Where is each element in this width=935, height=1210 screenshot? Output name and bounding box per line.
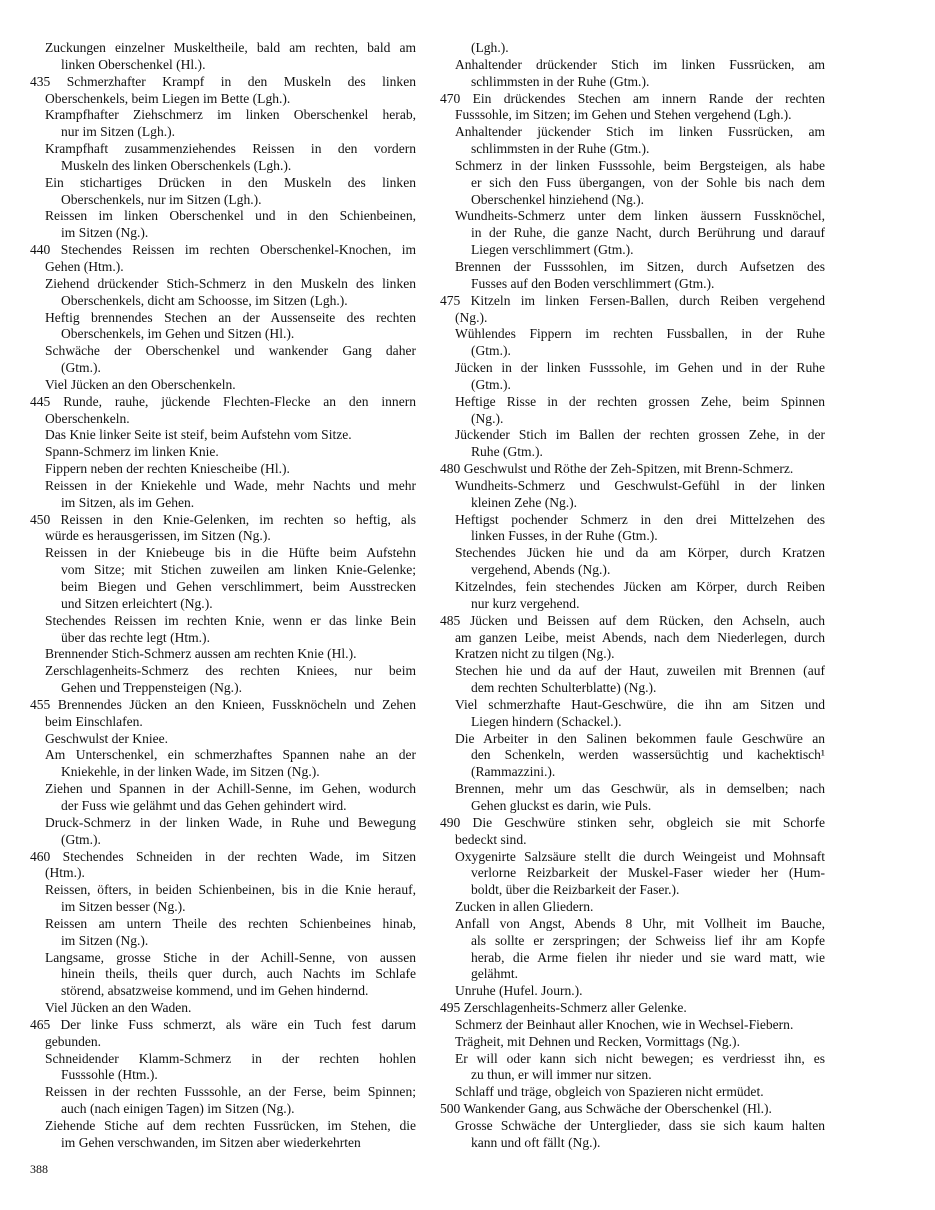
entry xyxy=(30,545,416,612)
entry xyxy=(30,74,416,108)
entry xyxy=(440,360,825,394)
entry-line: Reissen in der rechten Fusssohle, an der Ferse, beim Spinnen; xyxy=(45,1084,416,1100)
entry xyxy=(30,1051,416,1085)
entry-line: Oberschenkels, dicht am Schoosse, im Sitzen (Lgh.). xyxy=(61,292,348,308)
entry-line: 470 Ein drückendes Stechen am innern Rande der rechten xyxy=(440,90,825,106)
entry xyxy=(30,849,416,883)
entry-line: kann und oft fällt (Ng.). xyxy=(471,1134,601,1150)
entry-line: der Fuss wie gelähmt und das Gehen gehindert wird. xyxy=(61,797,347,813)
entry-line: beim Biegen und Gehen verschlimmert, beim Ausstrecken xyxy=(61,579,416,594)
entry-line: Wühlendes Fippern im rechten Fussballen, in der Ruhe xyxy=(455,326,825,342)
entry-line: Viel schmerzhafte Haut-Geschwüre, die ihn am Sitzen und xyxy=(455,696,825,712)
entry-line: Anhaltender drückender Stich im linken Fussrücken, am xyxy=(455,56,825,72)
entry-line: Spann-Schmerz im linken Knie. xyxy=(45,444,219,460)
entry-line: Jückender Stich im Ballen der rechten grossen Zehe, in der xyxy=(455,427,825,443)
entry-line: 445 Runde, rauhe, jückende Flechten-Flecke an den innern xyxy=(30,393,416,409)
entry-line: 465 Der linke Fuss schmerzt, als wäre ein Tuch fest darum xyxy=(30,1016,416,1032)
entry-line: Am Unterschenkel, ein schmerzhaftes Spannen nahe an der xyxy=(45,747,416,763)
entry-line: Reissen in der Kniekehle und Wade, mehr Nachts und mehr xyxy=(45,477,416,493)
entry-line: Kitzelndes, fein stechendes Jücken am Körper, durch Reiben xyxy=(455,579,825,594)
entry xyxy=(440,545,825,579)
entry-line: vom Sitze; mit Stichen zuweilen am linken Knie-Gelenke; xyxy=(61,562,416,578)
entry-line: Anhaltender jückender Stich im linken Fussrücken, am xyxy=(455,124,825,140)
entry-line: Geschwulst der Kniee. xyxy=(45,730,169,746)
entry xyxy=(30,461,416,478)
entry xyxy=(30,377,416,394)
entry-line: Ruhe (Gtm.). xyxy=(471,444,543,460)
entry-line: Liegen verschlimmert (Gtm.). xyxy=(471,242,634,258)
entry-line: 455 Brennendes Jücken an den Knieen, Fussknöcheln und Zehen xyxy=(30,696,416,712)
entry-line: Wundheits-Schmerz unter dem linken äussern Fussknöchel, xyxy=(455,208,825,224)
entry xyxy=(440,579,825,613)
entry-line: zu thun, er will immer nur sitzen. xyxy=(471,1067,652,1083)
entry xyxy=(30,427,416,444)
entry-line: Kratzen nicht zu tilgen (Ng.). xyxy=(455,646,615,662)
entry xyxy=(30,242,416,276)
entry xyxy=(30,697,416,731)
entry-line: schlimmsten in der Ruhe (Gtm.). xyxy=(471,141,650,157)
entry xyxy=(440,1000,825,1017)
entry-line: Fusssohle (Htm.). xyxy=(61,1067,158,1083)
entry xyxy=(440,781,825,815)
entry-line: Fusssohle, im Sitzen; im Gehen und Stehen vergehend (Lgh.). xyxy=(455,107,792,123)
entry-line: (Rammazzini.). xyxy=(471,764,556,780)
entry-line: Zerschlagenheits-Schmerz des rechten Kniees, nur beim xyxy=(45,663,416,679)
entry xyxy=(440,326,825,360)
entry-line: 440 Stechendes Reissen im rechten Oberschenkel-Knochen, im xyxy=(30,242,416,258)
entry xyxy=(440,983,825,1000)
entry xyxy=(440,512,825,546)
entry xyxy=(440,427,825,461)
entry-line: Gehen (Htm.). xyxy=(45,258,124,274)
entry xyxy=(440,613,825,664)
entry-line: herab, die Arme fielen ihr nieder und sie ward matt, wie xyxy=(471,949,825,965)
entry-line: 485 Jücken und Beissen auf dem Rücken, den Achseln, auch xyxy=(440,612,825,628)
entry-line: nur kurz vergehend. xyxy=(471,595,580,611)
entry xyxy=(440,91,825,125)
entry-line: schlimmsten in der Ruhe (Gtm.). xyxy=(471,73,650,89)
entry-line: im Sitzen besser (Ng.). xyxy=(61,899,186,915)
entry-line: störend, absatzweise kommend, und im Gehen hindernd. xyxy=(61,983,369,999)
entry xyxy=(440,124,825,158)
entry xyxy=(30,444,416,461)
entry-line: Ziehende Stiche auf dem rechten Fussrücken, im Stehen, die xyxy=(45,1118,416,1133)
entry xyxy=(440,208,825,259)
entry xyxy=(30,815,416,849)
entry xyxy=(440,394,825,428)
entry-line: 450 Reissen in den Knie-Gelenken, im rechten so heftig, als xyxy=(30,511,416,527)
entry xyxy=(30,916,416,950)
entry-line: Anfall von Angst, Abends 8 Uhr, mit Vollheit im Bauche, xyxy=(455,915,825,931)
entry-line: würde es herausgerissen, im Sitzen (Ng.). xyxy=(45,528,271,544)
entry xyxy=(30,1084,416,1118)
entry-line: 475 Kitzeln im linken Fersen-Ballen, durch Reiben vergehend xyxy=(440,292,825,308)
entry xyxy=(30,310,416,344)
entry-line: Jücken in der linken Fusssohle, im Gehen und in der Ruhe xyxy=(455,360,825,376)
entry-line: linken Oberschenkel (Hl.). xyxy=(61,56,206,72)
entry-line: Fippern neben der rechten Kniescheibe (Hl.). xyxy=(45,461,290,477)
entry xyxy=(440,1118,825,1152)
entry-line: dem rechten Schulterblatte) (Ng.). xyxy=(471,680,657,696)
entry-line: und Sitzen erleichtert (Ng.). xyxy=(61,595,213,611)
entry-line: Viel Jücken an den Waden. xyxy=(45,1000,192,1016)
entry-line: den Schenkeln, werden wassersüchtig und kachektisch¹ xyxy=(471,747,825,763)
entry-line: Fusses auf den Boden verschlimmert (Gtm.). xyxy=(471,275,715,291)
entry-line: Schmerz in der linken Fusssohle, beim Bergsteigen, als habe xyxy=(455,157,825,173)
entry-line: Reissen, öfters, in beiden Schienbeinen, bis in die Knie herauf, xyxy=(45,882,416,898)
entry xyxy=(440,815,825,849)
entry-line: 490 Die Geschwüre stinken sehr, obgleich sie mit Schorfe xyxy=(440,814,825,830)
entry-line: (Ng.). xyxy=(455,309,488,325)
entry-line: er sich den Fuss übergangen, von der Sohle bis nach dem xyxy=(471,174,825,190)
entry-line: Liegen hindern (Schackel.). xyxy=(471,713,622,729)
entry-line: Die Arbeiter in den Salinen bekommen faule Geschwüre an xyxy=(455,730,825,746)
entry-line: im Sitzen (Ng.). xyxy=(61,932,149,948)
entry-line: hinein theils, theils quer durch, auch Nachts im Schlafe xyxy=(61,966,416,982)
entry-line: 500 Wankender Gang, aus Schwäche der Oberschenkel (Hl.). xyxy=(440,1101,772,1117)
entry xyxy=(440,1084,825,1101)
entry-line: Viel Jücken an den Oberschenkeln. xyxy=(45,376,236,392)
entry-line: (Lgh.). xyxy=(471,40,509,55)
entry-line: im Sitzen, als im Gehen. xyxy=(61,494,195,510)
entry-line: Brennen, mehr um das Geschwür, als in demselben; nach xyxy=(455,781,825,797)
entry xyxy=(30,512,416,546)
entry xyxy=(30,747,416,781)
entry xyxy=(440,916,825,983)
entry xyxy=(30,1017,416,1051)
entry-line: Zucken in allen Gliedern. xyxy=(455,899,594,915)
entry-line: Kniekehle, in der linken Wade, im Sitzen (Ng.). xyxy=(61,764,320,780)
entry-line: Unruhe (Hufel. Journ.). xyxy=(455,983,583,999)
entry-line: Schwäche der Oberschenkel und wankender Gang daher xyxy=(45,343,416,359)
entry-line: Das Knie linker Seite ist steif, beim Aufstehn vom Sitze. xyxy=(45,427,352,443)
entry-line: 460 Stechendes Schneiden in der rechten Wade, im Sitzen xyxy=(30,848,416,864)
entry-line: in der Ruhe, die ganze Nacht, durch Berührung und darauf xyxy=(471,225,825,241)
entry-line: Oberschenkel hinziehend (Ng.). xyxy=(471,191,645,207)
entry xyxy=(30,663,416,697)
entry-line: auch (nach einigen Tagen) im Sitzen (Ng.). xyxy=(61,1101,295,1117)
entry-line: Gehen gluckst es darin, wie Puls. xyxy=(471,797,652,813)
entry xyxy=(440,697,825,731)
entry xyxy=(440,478,825,512)
entry-line: (Gtm.). xyxy=(61,360,101,376)
entry xyxy=(30,882,416,916)
entry-line: Wundheits-Schmerz und Geschwulst-Gefühl in der linken xyxy=(455,477,825,493)
entry-line: Heftige Risse in der rechten grossen Zehe, beim Spinnen xyxy=(455,393,825,409)
entry-line: Oberschenkels, beim Liegen im Bette (Lgh.). xyxy=(45,90,291,106)
entry-line: Oberschenkels, im Gehen und Sitzen (Hl.). xyxy=(61,326,295,342)
entry-line: Druck-Schmerz in der linken Wade, in Ruhe und Bewegung xyxy=(45,814,416,830)
entry-line: 495 Zerschlagenheits-Schmerz aller Gelenke. xyxy=(440,1000,687,1016)
entry-line: Stechen hie und da auf der Haut, zuweilen mit Brennen (auf xyxy=(455,663,825,679)
entry-line: Ein stichartiges Drücken in den Muskeln des linken xyxy=(45,174,416,190)
entry-line: im Gehen verschwanden, im Sitzen aber wiederkehrten xyxy=(61,1134,361,1150)
entry xyxy=(30,1000,416,1017)
entry-line: boldt, über die Reizbarkeit der Faser.). xyxy=(471,882,680,898)
entry-line: als sollte er zerspringen; der Schweiss lief ihr am Kopfe xyxy=(471,932,825,948)
entry-line: beim Einschlafen. xyxy=(45,713,143,729)
entry xyxy=(440,158,825,209)
entry-line: Ziehend drückender Stich-Schmerz in den Muskeln des linken xyxy=(45,275,416,291)
entry xyxy=(30,781,416,815)
entry xyxy=(440,259,825,293)
entry-line: Reissen am untern Theile des rechten Schienbeines hinab, xyxy=(45,915,416,931)
entry-line: Krampfhaft zusammenziehendes Reissen in den vordern xyxy=(45,141,416,157)
entry xyxy=(440,293,825,327)
entry xyxy=(440,40,825,57)
entry xyxy=(30,478,416,512)
entry xyxy=(30,343,416,377)
entry-line: Ziehen und Spannen in der Achill-Senne, im Gehen, wodurch xyxy=(45,781,416,797)
entry-line: Reissen in der Kniebeuge bis in die Hüfte beim Aufstehn xyxy=(45,545,416,561)
entry xyxy=(30,731,416,748)
entry-line: Zuckungen einzelner Muskeltheile, bald am rechten, bald am xyxy=(45,40,416,55)
entry xyxy=(440,461,825,478)
entry-line: über das rechte legt (Htm.). xyxy=(61,629,210,645)
entry xyxy=(30,276,416,310)
entry-line: Oxygenirte Salzsäure stellt die durch Weingeist und Mohnsaft xyxy=(455,848,825,864)
entry xyxy=(440,1051,825,1085)
entry xyxy=(440,731,825,782)
right-column xyxy=(440,40,825,1152)
entry-line: Brennender Stich-Schmerz aussen am rechten Knie (Hl.). xyxy=(45,646,357,662)
entry-line: Schlaff und träge, obgleich von Spazieren nicht ermüdet. xyxy=(455,1084,764,1100)
entry-line: Oberschenkels, nur im Sitzen (Lgh.). xyxy=(61,191,262,207)
entry xyxy=(30,1118,416,1152)
entry xyxy=(440,1101,825,1118)
entry-line: kleinen Zehe (Ng.). xyxy=(471,494,578,510)
entry-line: Schmerz der Beinhaut aller Knochen, wie in Wechsel-Fiebern. xyxy=(455,1016,794,1032)
entry-line: im Sitzen (Ng.). xyxy=(61,225,149,241)
entry-line: vergehend, Abends (Ng.). xyxy=(471,562,611,578)
entry xyxy=(30,175,416,209)
entry xyxy=(440,663,825,697)
entry-line: Schneidender Klamm-Schmerz in der rechten hohlen xyxy=(45,1050,416,1066)
entry xyxy=(30,950,416,1001)
entry-line: Stechendes Jücken hie und da am Körper, durch Kratzen xyxy=(455,545,825,561)
entry-line: Gehen und Treppensteigen (Ng.). xyxy=(61,680,242,696)
entry xyxy=(30,141,416,175)
entry-line: Grosse Schwäche der Unterglieder, dass sie sich kaum halten xyxy=(455,1118,825,1133)
entry-line: verlorne Reizbarkeit der Muskel-Faser wieder her (Hum- xyxy=(471,865,825,881)
entry-line: gelähmt. xyxy=(471,966,519,982)
entry xyxy=(440,1034,825,1051)
entry xyxy=(30,208,416,242)
entry-line: gebunden. xyxy=(45,1033,102,1049)
entry xyxy=(30,40,416,74)
entry-line: nur im Sitzen (Lgh.). xyxy=(61,124,175,140)
entry-line: (Gtm.). xyxy=(471,376,511,392)
entry-line: Heftig brennendes Stechen an der Aussenseite des rechten xyxy=(45,309,416,325)
entry xyxy=(440,57,825,91)
left-column xyxy=(30,40,416,1152)
entry-line: Reissen im linken Oberschenkel und in den Schienbeinen, xyxy=(45,208,416,224)
entry-line: linken Fusses, in der Ruhe (Gtm.). xyxy=(471,528,658,544)
entry-line: (Ng.). xyxy=(471,410,504,426)
entry-line: am ganzen Leibe, meist Abends, nach dem Niederlegen, durch xyxy=(455,629,825,645)
page-number: 388 xyxy=(30,1162,48,1176)
entry-line: Krampfhafter Ziehschmerz im linken Oberschenkel herab, xyxy=(45,107,416,123)
entry-line: Stechendes Reissen im rechten Knie, wenn er das linke Bein xyxy=(45,612,416,628)
entry xyxy=(30,107,416,141)
entry-line: 435 Schmerzhafter Krampf in den Muskeln des linken xyxy=(30,73,416,89)
entry-line: Trägheit, mit Dehnen und Recken, Vormittags (Ng.). xyxy=(455,1033,740,1049)
entry-line: (Gtm.). xyxy=(61,831,101,847)
entry-line: (Gtm.). xyxy=(471,343,511,359)
entry-line: Langsame, grosse Stiche in der Achill-Senne, von aussen xyxy=(45,949,416,965)
entry xyxy=(440,1017,825,1034)
entry xyxy=(30,646,416,663)
entry-line: bedeckt sind. xyxy=(455,831,527,847)
entry xyxy=(30,613,416,647)
entry-line: 480 Geschwulst und Röthe der Zeh-Spitzen, mit Brenn-Schmerz. xyxy=(440,461,794,477)
entry-line: Er will oder kann sich nicht bewegen; es verdriesst ihn, es xyxy=(455,1050,825,1066)
entry-line: Muskeln des linken Oberschenkels (Lgh.). xyxy=(61,157,292,173)
entry xyxy=(440,899,825,916)
entry-line: Brennen der Fusssohlen, im Sitzen, durch Aufsetzen des xyxy=(455,258,825,274)
entry xyxy=(30,394,416,428)
entry-line: (Htm.). xyxy=(45,865,85,881)
entry-line: Heftigst pochender Schmerz in den drei Mittelzehen des xyxy=(455,511,825,527)
entry xyxy=(440,849,825,900)
entry-line: Oberschenkeln. xyxy=(45,410,130,426)
